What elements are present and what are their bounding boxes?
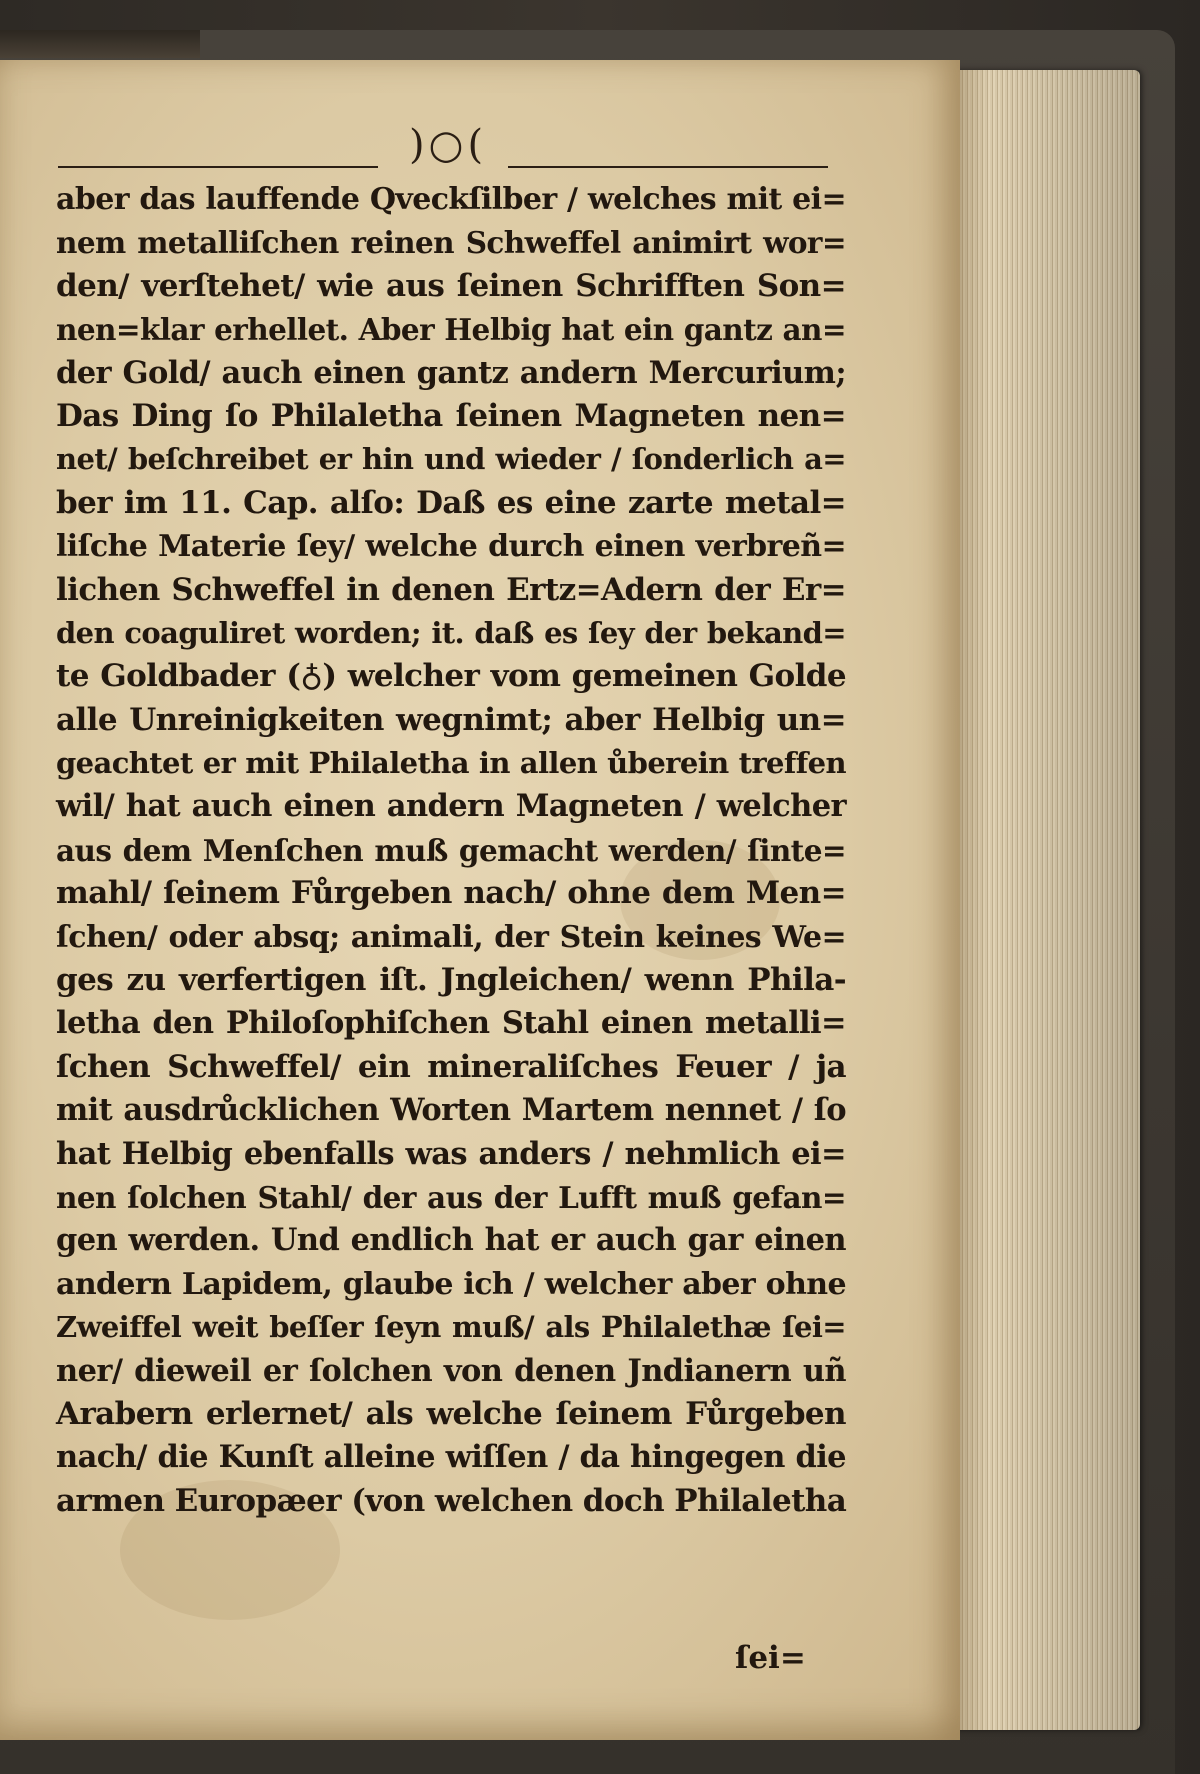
book-page [0, 60, 960, 1740]
header-ornament: )○( [408, 122, 488, 168]
text-line: gen werden. Und endlich hat er auch gar einen [56, 1222, 846, 1259]
text-line: wil/ hat auch einen andern Magneten / welcher [56, 788, 846, 825]
text-line: lichen Schweffel in denen Ertz=Adern der Er= [56, 571, 846, 608]
text-line: ner/ dieweil er ſolchen von denen Jndianern uñ [56, 1352, 846, 1389]
text-line: mit ausdrůcklichen Worten Martem nennet / ſo [56, 1092, 846, 1129]
text-line: der Gold/ auch einen gantz andern Mercurium; [56, 354, 846, 391]
catchword: ſei= [735, 1640, 806, 1676]
header-rule-left [58, 166, 378, 168]
text-line: nen ſolchen Stahl/ der aus der Lufft muß gefan= [56, 1179, 846, 1215]
text-line: den coaguliret worden; it. daß es ſey der bekand= [56, 615, 846, 650]
text-line: liſche Materie ſey/ welche durch einen verbreñ= [56, 529, 846, 565]
text-line: nen=klar erhellet. Aber Helbig hat ein gantz an= [56, 312, 846, 348]
text-line: nem metalliſchen reinen Schweffel animirt wor= [56, 225, 846, 261]
text-line: aus dem Menſchen muß gemacht werden/ ſinte= [56, 832, 846, 868]
header-rule-right [508, 166, 828, 168]
text-line: nach/ die Kunſt alleine wiſſen / da hingegen die [56, 1439, 846, 1476]
text-line: hat Helbig ebenfalls was anders / nehmlich ei= [56, 1135, 846, 1172]
text-line: te Goldbader (♁) welcher vom gemeinen Golde [56, 658, 846, 695]
text-line: letha den Philoſophiſchen Stahl einen metalli= [56, 1005, 846, 1042]
text-line: Das Ding ſo Philaletha ſeinen Magneten nen= [56, 397, 846, 434]
text-line: ges zu verfertigen iſt. Jngleichen/ wenn Phila- [56, 962, 846, 999]
text-line: andern Lapidem, glaube ich / welcher aber ohne [56, 1266, 846, 1302]
text-line: aber das lauffende Qveckſilber / welches mit ei= [56, 182, 846, 217]
text-line: Zweiffel weit beſſer ſeyn muß/ als Philalethæ ſei= [56, 1310, 846, 1345]
body-text [56, 178, 846, 1523]
text-line: alle Unreinigkeiten wegnimt; aber Helbig un= [56, 701, 846, 738]
text-line: mahl/ ſeinem Fůrgeben nach/ ohne dem Men= [56, 875, 846, 912]
text-line: Arabern erlernet/ als welche ſeinem Fůrgeben [56, 1395, 846, 1432]
text-line: armen Europæer (von welchen doch Philaletha [56, 1482, 847, 1519]
page-header [58, 122, 828, 176]
text-line: ber im 11. Cap. alſo: Daß es eine zarte metal= [56, 484, 846, 521]
text-line: ſchen/ oder absq; animali, der Stein keines We= [56, 919, 846, 955]
text-line: net/ beſchreibet er hin und wieder / ſonderlich a= [56, 442, 846, 477]
text-line: den/ verſtehet/ wie aus ſeinen Schrifften Son= [56, 267, 846, 304]
book-cover-edge [0, 30, 200, 58]
text-line: geachtet er mit Philaletha in allen ůberein treffen [56, 746, 846, 781]
text-line: ſchen Schweffel/ ein mineraliſches Feuer / ja [56, 1048, 846, 1085]
page-edges [940, 70, 1140, 1730]
